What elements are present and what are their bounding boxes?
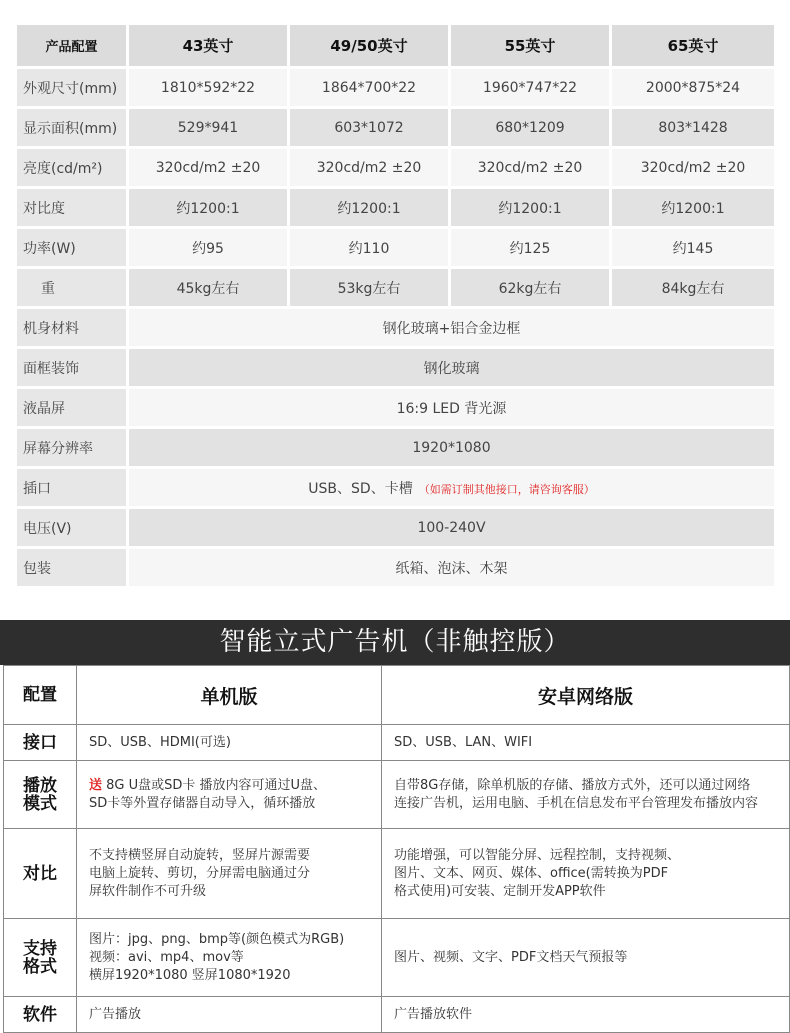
comparison-row bbox=[4, 725, 790, 761]
spec-table bbox=[17, 22, 774, 589]
spec-span-row bbox=[17, 509, 774, 546]
spec-cell: 45kg左右 bbox=[129, 269, 290, 306]
comparison-row-label: 软件 bbox=[4, 997, 77, 1033]
interface-note: （如需订制其他接口，请咨询客服） bbox=[418, 482, 595, 496]
comparison-row bbox=[4, 761, 790, 829]
spec-header-cell: 产品配置 bbox=[17, 25, 129, 66]
spec-row bbox=[17, 109, 774, 146]
cell-line: 自带8G存储，除单机版的存储、播放方式外，还可以通过网络 bbox=[394, 777, 751, 793]
spec-cell: 320cd/m2 ±20 bbox=[612, 149, 774, 186]
spec-row-label: 插口 bbox=[17, 469, 129, 506]
spec-cell: 约125 bbox=[451, 229, 612, 266]
spec-cell: 320cd/m2 ±20 bbox=[451, 149, 612, 186]
spec-cell: 约145 bbox=[612, 229, 774, 266]
spec-cell: 320cd/m2 ±20 bbox=[129, 149, 290, 186]
cell-line: SD卡等外置存储器自动导入，循环播放 bbox=[89, 795, 316, 811]
cell-line: 图片：jpg、png、bmp等(颜色模式为RGB) bbox=[89, 931, 345, 947]
spec-span-cell: 纸箱、泡沫、木架 bbox=[129, 549, 774, 586]
spec-cell: 1864*700*22 bbox=[290, 69, 451, 106]
spec-row-label: 功率(W) bbox=[17, 229, 129, 266]
spec-header-cell: 43英寸 bbox=[129, 25, 290, 66]
spec-span-row bbox=[17, 389, 774, 426]
spec-span-row bbox=[17, 469, 774, 506]
spec-header-row bbox=[17, 25, 774, 66]
comparison-row bbox=[4, 919, 790, 997]
spec-cell: 约1200:1 bbox=[451, 189, 612, 226]
cell-line: 功能增强，可以智能分屏、远程控制，支持视频、 bbox=[394, 847, 681, 863]
spec-cell: 约1200:1 bbox=[129, 189, 290, 226]
comparison-table bbox=[3, 665, 790, 1033]
label-line: 支持 bbox=[23, 938, 57, 959]
spec-row-label: 外观尺寸(mm) bbox=[17, 69, 129, 106]
comparison-header-label: 配置 bbox=[4, 666, 77, 725]
cell-line: 图片、文本、网页、媒体、office(需转换为PDF bbox=[394, 865, 669, 881]
spec-cell: 529*941 bbox=[129, 109, 290, 146]
spec-span-cell bbox=[129, 469, 774, 506]
spec-span-cell: 钢化玻璃+铝合金边框 bbox=[129, 309, 774, 346]
spec-header-cell: 49/50英寸 bbox=[290, 25, 451, 66]
spec-row-label: 重 bbox=[17, 269, 129, 306]
spec-span-row bbox=[17, 309, 774, 346]
spec-row bbox=[17, 189, 774, 226]
spec-row bbox=[17, 229, 774, 266]
cell-line bbox=[89, 777, 381, 795]
spec-cell: 1810*592*22 bbox=[129, 69, 290, 106]
cell-line: 横屏1920*1080 竖屏1080*1920 bbox=[89, 967, 291, 983]
spec-cell: 约110 bbox=[290, 229, 451, 266]
spec-row-label: 液晶屏 bbox=[17, 389, 129, 426]
spec-row bbox=[17, 69, 774, 106]
comparison-header-standalone: 单机版 bbox=[77, 666, 382, 725]
spec-row-label: 显示面积(mm) bbox=[17, 109, 129, 146]
spec-cell: 62kg左右 bbox=[451, 269, 612, 306]
comparison-row bbox=[4, 829, 790, 919]
comparison-header-row bbox=[4, 666, 790, 725]
spec-row-label: 对比度 bbox=[17, 189, 129, 226]
comparison-cell: 图片、视频、文字、PDF文档天气预报等 bbox=[382, 919, 790, 997]
spec-row-label: 屏幕分辨率 bbox=[17, 429, 129, 466]
spec-cell: 320cd/m2 ±20 bbox=[290, 149, 451, 186]
comparison-cell bbox=[77, 829, 382, 919]
comparison-row-label: 对比 bbox=[4, 829, 77, 919]
cell-line: 不支持横竖屏自动旋转，竖屏片源需要 bbox=[89, 847, 311, 863]
spec-span-cell: 16:9 LED 背光源 bbox=[129, 389, 774, 426]
spec-span-cell: 钢化玻璃 bbox=[129, 349, 774, 386]
comparison-cell bbox=[382, 761, 790, 829]
cell-line: 格式使用)可安装、定制开发APP软件 bbox=[394, 883, 606, 899]
spec-span-row bbox=[17, 349, 774, 386]
spec-span-cell: 100-240V bbox=[129, 509, 774, 546]
comparison-row-label bbox=[4, 919, 77, 997]
cell-line: 屏软件制作不可升级 bbox=[89, 883, 207, 899]
gift-label: 送 bbox=[89, 777, 103, 793]
spec-row bbox=[17, 269, 774, 306]
cell-text: 8G U盘或SD卡 播放内容可通过U盘、 bbox=[106, 777, 327, 793]
label-line: 模式 bbox=[23, 793, 57, 814]
label-line: 格式 bbox=[23, 956, 57, 977]
spec-row-label: 面框装饰 bbox=[17, 349, 129, 386]
section-banner: 智能立式广告机（非触控版） bbox=[0, 620, 790, 665]
comparison-cell: SD、USB、LAN、WIFI bbox=[382, 725, 790, 761]
comparison-row-label bbox=[4, 761, 77, 829]
spec-header-cell: 55英寸 bbox=[451, 25, 612, 66]
spec-span-row bbox=[17, 549, 774, 586]
spec-cell: 约1200:1 bbox=[612, 189, 774, 226]
spec-cell: 803*1428 bbox=[612, 109, 774, 146]
interface-value: USB、SD、卡槽 bbox=[308, 480, 413, 497]
spec-cell: 约1200:1 bbox=[290, 189, 451, 226]
spec-header-cell: 65英寸 bbox=[612, 25, 774, 66]
cell-line: 视频：avi、mp4、mov等 bbox=[89, 949, 244, 965]
comparison-cell bbox=[77, 761, 382, 829]
spec-cell: 约95 bbox=[129, 229, 290, 266]
spec-cell: 84kg左右 bbox=[612, 269, 774, 306]
spec-row bbox=[17, 149, 774, 186]
comparison-cell: 广告播放软件 bbox=[382, 997, 790, 1033]
spec-cell: 603*1072 bbox=[290, 109, 451, 146]
comparison-cell bbox=[382, 829, 790, 919]
spec-cell: 1960*747*22 bbox=[451, 69, 612, 106]
spec-row-label: 机身材料 bbox=[17, 309, 129, 346]
spec-cell: 2000*875*24 bbox=[612, 69, 774, 106]
spec-row-label: 包装 bbox=[17, 549, 129, 586]
comparison-row bbox=[4, 997, 790, 1033]
spec-row-label: 亮度(cd/m²) bbox=[17, 149, 129, 186]
comparison-header-android: 安卓网络版 bbox=[382, 666, 790, 725]
comparison-row-label: 接口 bbox=[4, 725, 77, 761]
comparison-cell: SD、USB、HDMI(可选) bbox=[77, 725, 382, 761]
spec-cell: 53kg左右 bbox=[290, 269, 451, 306]
label-line: 播放 bbox=[23, 775, 57, 796]
comparison-cell: 广告播放 bbox=[77, 997, 382, 1033]
spec-span-cell: 1920*1080 bbox=[129, 429, 774, 466]
spec-cell: 680*1209 bbox=[451, 109, 612, 146]
cell-line: 连接广告机，运用电脑、手机在信息发布平台管理发布播放内容 bbox=[394, 795, 759, 811]
spec-row-label: 电压(V) bbox=[17, 509, 129, 546]
spec-span-row bbox=[17, 429, 774, 466]
cell-line: 电脑上旋转、剪切，分屏需电脑通过分 bbox=[89, 865, 311, 881]
comparison-cell bbox=[77, 919, 382, 997]
